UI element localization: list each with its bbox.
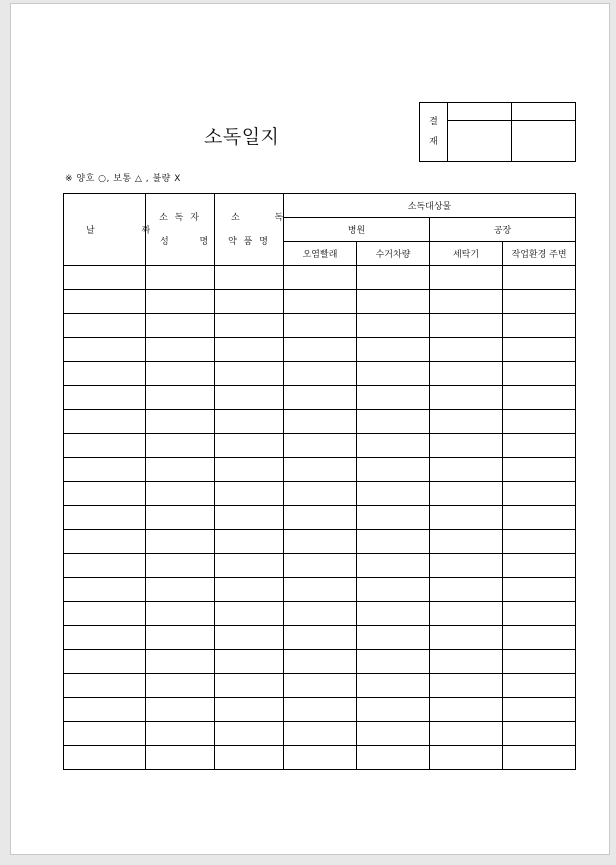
table-cell (284, 746, 357, 770)
table-cell (503, 482, 576, 506)
table-row (64, 266, 576, 290)
table-cell (357, 578, 430, 602)
table-cell (64, 290, 146, 314)
table-row (64, 386, 576, 410)
table-cell (357, 674, 430, 698)
table-cell (64, 626, 146, 650)
table-cell (64, 698, 146, 722)
table-cell (357, 434, 430, 458)
table-cell (215, 410, 284, 434)
approval-label (420, 103, 448, 162)
table-cell (146, 602, 215, 626)
table-cell (357, 698, 430, 722)
table-cell (284, 578, 357, 602)
table-cell (284, 266, 357, 290)
table-cell (503, 674, 576, 698)
log-body (64, 266, 576, 770)
table-row (64, 458, 576, 482)
table-cell (357, 410, 430, 434)
table-cell (146, 482, 215, 506)
header-date: 날 짜 (64, 194, 146, 266)
table-row (64, 746, 576, 770)
table-cell (146, 362, 215, 386)
table-row (64, 530, 576, 554)
table-cell (430, 746, 503, 770)
table-cell (430, 506, 503, 530)
table-cell (503, 338, 576, 362)
table-cell (64, 650, 146, 674)
table-cell (64, 482, 146, 506)
table-cell (146, 314, 215, 338)
table-cell (64, 602, 146, 626)
header-person: 소 독 자 성 명 (146, 194, 215, 266)
table-cell (215, 626, 284, 650)
table-cell (215, 722, 284, 746)
table-cell (284, 410, 357, 434)
table-cell (357, 722, 430, 746)
table-row (64, 362, 576, 386)
table-cell (215, 290, 284, 314)
header-sub-2: 수거차량 (357, 242, 430, 266)
table-cell (284, 290, 357, 314)
table-cell (430, 410, 503, 434)
table-cell (146, 626, 215, 650)
table-cell (503, 434, 576, 458)
table-cell (284, 338, 357, 362)
table-row (64, 554, 576, 578)
table-cell (357, 290, 430, 314)
table-cell (146, 698, 215, 722)
table-cell (64, 722, 146, 746)
table-cell (215, 362, 284, 386)
table-cell (146, 386, 215, 410)
table-cell (357, 482, 430, 506)
table-cell (430, 722, 503, 746)
table-cell (64, 434, 146, 458)
table-cell (64, 338, 146, 362)
table-cell (503, 554, 576, 578)
table-cell (430, 314, 503, 338)
table-cell (430, 698, 503, 722)
header-factory: 공장 (430, 218, 576, 242)
table-cell (503, 626, 576, 650)
table-cell (430, 386, 503, 410)
table-cell (146, 722, 215, 746)
header-sub-3: 세탁기 (430, 242, 503, 266)
table-cell (146, 338, 215, 362)
table-cell (430, 626, 503, 650)
document-page (10, 3, 610, 855)
table-row (64, 314, 576, 338)
table-cell (146, 554, 215, 578)
table-cell (64, 674, 146, 698)
table-cell (146, 506, 215, 530)
table-cell (64, 578, 146, 602)
header-sub-4: 작업환경 주변 (503, 242, 576, 266)
table-cell (430, 674, 503, 698)
table-cell (430, 578, 503, 602)
header-sub-1: 오염빨래 (284, 242, 357, 266)
table-cell (215, 482, 284, 506)
table-cell (503, 650, 576, 674)
table-cell (146, 410, 215, 434)
table-cell (503, 530, 576, 554)
table-cell (146, 746, 215, 770)
table-cell (284, 506, 357, 530)
table-cell (215, 386, 284, 410)
table-cell (284, 722, 357, 746)
table-cell (215, 554, 284, 578)
table-cell (503, 506, 576, 530)
table-row (64, 722, 576, 746)
approval-box (419, 102, 576, 162)
table-cell (215, 506, 284, 530)
table-cell (503, 314, 576, 338)
table-row (64, 698, 576, 722)
table-cell (215, 434, 284, 458)
table-cell (146, 266, 215, 290)
table-cell (503, 458, 576, 482)
table-cell (284, 602, 357, 626)
table-cell (357, 602, 430, 626)
table-cell (64, 266, 146, 290)
table-cell (215, 530, 284, 554)
table-cell (430, 602, 503, 626)
table-cell (146, 530, 215, 554)
table-cell (357, 266, 430, 290)
table-cell (430, 266, 503, 290)
table-cell (503, 602, 576, 626)
table-cell (215, 698, 284, 722)
table-cell (215, 338, 284, 362)
table-cell (430, 290, 503, 314)
table-cell (146, 650, 215, 674)
table-row (64, 674, 576, 698)
table-cell (503, 698, 576, 722)
table-cell (357, 530, 430, 554)
table-cell (215, 602, 284, 626)
table-cell (284, 530, 357, 554)
approval-header-1 (448, 103, 512, 121)
table-cell (430, 434, 503, 458)
table-cell (215, 674, 284, 698)
table-cell (357, 506, 430, 530)
table-cell (215, 458, 284, 482)
table-cell (430, 362, 503, 386)
table-cell (215, 746, 284, 770)
table-cell (146, 458, 215, 482)
table-cell (146, 434, 215, 458)
approval-sign-1 (448, 121, 512, 162)
table-cell (357, 554, 430, 578)
table-cell (503, 386, 576, 410)
table-cell (430, 482, 503, 506)
table-cell (284, 434, 357, 458)
table-cell (64, 458, 146, 482)
table-cell (64, 386, 146, 410)
table-row (64, 290, 576, 314)
header-chemical: 소 독 약 품 명 (215, 194, 284, 266)
table-cell (64, 554, 146, 578)
table-cell (284, 650, 357, 674)
header-hospital: 병원 (284, 218, 430, 242)
table-cell (357, 386, 430, 410)
table-cell (284, 482, 357, 506)
approval-sign-2 (512, 121, 576, 162)
table-cell (503, 362, 576, 386)
approval-header-2 (512, 103, 576, 121)
table-row (64, 602, 576, 626)
table-cell (215, 578, 284, 602)
table-cell (284, 386, 357, 410)
table-row (64, 626, 576, 650)
table-cell (357, 458, 430, 482)
table-cell (146, 290, 215, 314)
table-cell (284, 314, 357, 338)
table-cell (64, 410, 146, 434)
approval-label-bottom: 재 (429, 137, 438, 147)
table-cell (430, 650, 503, 674)
table-cell (215, 266, 284, 290)
document-title: 소독일지 (204, 126, 280, 148)
table-cell (64, 506, 146, 530)
table-cell (430, 554, 503, 578)
table-row (64, 338, 576, 362)
table-cell (284, 458, 357, 482)
table-cell (357, 362, 430, 386)
legend-note: ※ 양호 ○, 보통 △ , 불량 X (65, 174, 181, 184)
table-cell (357, 314, 430, 338)
table-cell (357, 626, 430, 650)
table-row (64, 578, 576, 602)
table-cell (215, 314, 284, 338)
table-cell (284, 554, 357, 578)
table-row (64, 506, 576, 530)
table-cell (503, 746, 576, 770)
table-cell (215, 650, 284, 674)
table-cell (284, 698, 357, 722)
table-cell (503, 578, 576, 602)
table-cell (284, 362, 357, 386)
table-cell (357, 650, 430, 674)
table-cell (503, 722, 576, 746)
table-row (64, 434, 576, 458)
approval-label-top: 결 (429, 117, 438, 127)
disinfection-log-table (63, 193, 576, 770)
table-cell (284, 626, 357, 650)
table-cell (430, 338, 503, 362)
table-cell (64, 530, 146, 554)
table-cell (357, 338, 430, 362)
table-row (64, 482, 576, 506)
header-target: 소독대상물 (284, 194, 576, 218)
table-cell (430, 530, 503, 554)
table-cell (430, 458, 503, 482)
table-cell (357, 746, 430, 770)
table-cell (146, 674, 215, 698)
table-cell (64, 362, 146, 386)
table-cell (64, 746, 146, 770)
table-cell (503, 290, 576, 314)
table-cell (64, 314, 146, 338)
table-row (64, 650, 576, 674)
table-row (64, 410, 576, 434)
table-cell (503, 266, 576, 290)
table-cell (146, 578, 215, 602)
table-cell (503, 410, 576, 434)
table-cell (284, 674, 357, 698)
